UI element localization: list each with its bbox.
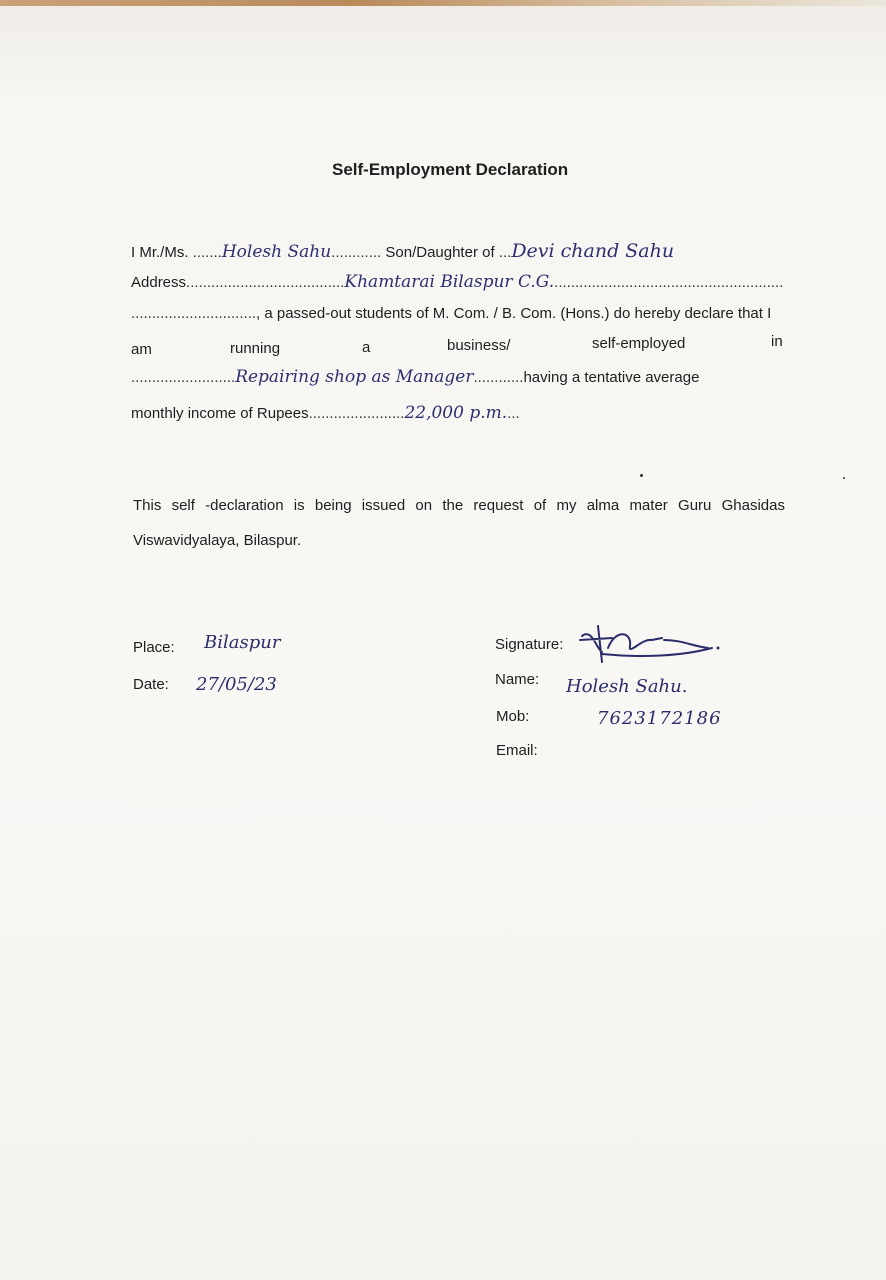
date-value: 27/05/23 <box>196 674 277 695</box>
declaration-line-3: .............................., a passed-out students of M. Com. / B. Com. (Hons.) do hereby declare that I <box>131 305 772 322</box>
place-value: Bilaspur <box>204 632 281 653</box>
date-label: Date: <box>133 676 169 693</box>
word-am: am <box>131 341 152 358</box>
page-title: Self-Employment Declaration <box>332 160 569 179</box>
declaration-line-5: .........................Repairing shop as Manager............having a tentative average <box>131 367 700 387</box>
request-paragraph: This self -declaration is being issued on the request of my alma mater Guru Ghasidas Viswavidyalaya, Bilaspur. <box>133 497 785 549</box>
signature-mark <box>572 618 722 666</box>
signature-label: Signature: <box>495 636 564 653</box>
word-running: running <box>230 340 281 357</box>
word-self-employed: self-employed <box>592 335 686 352</box>
name-handwritten: Holesh Sahu <box>221 242 332 262</box>
income-handwritten: 22,000 p.m. <box>404 403 508 423</box>
father-name-handwritten: Devi chand Sahu <box>511 240 675 262</box>
mob-value: 7623172186 <box>597 708 722 729</box>
email-label: Email: <box>496 742 538 759</box>
address-label: Address <box>131 274 187 291</box>
name-label: Name: <box>495 671 540 688</box>
place-label: Place: <box>133 639 175 656</box>
word-business: business/ <box>447 337 511 354</box>
mob-label: Mob: <box>496 708 530 725</box>
son-daughter-label: Son/Daughter of <box>385 244 495 261</box>
having-text: having a tentative average <box>523 369 700 386</box>
address-handwritten: Khamtarai Bilaspur C.G. <box>344 272 555 292</box>
word-in: in <box>771 333 783 350</box>
business-handwritten: Repairing shop as Manager <box>235 367 474 387</box>
paper-speck <box>640 474 643 477</box>
name-value: Holesh Sahu. <box>566 676 688 697</box>
declaration-line-2: Address......................................Khamtarai Bilaspur C.G........................................................ <box>131 272 784 292</box>
word-a: a <box>362 339 371 356</box>
paper-speck <box>843 477 845 479</box>
paper-edge <box>0 0 886 6</box>
income-label: monthly income of Rupees <box>131 405 309 422</box>
passed-out-text: , a passed-out students of M. Com. / B. Com. (Hons.) do hereby declare that I <box>256 305 772 322</box>
declaration-line-1: I Mr./Ms. .......Holesh Sahu............ Son/Daughter of ...Devi chand Sahu <box>131 240 675 262</box>
intro-prefix: I Mr./Ms. <box>131 244 189 261</box>
declaration-line-6: monthly income of Rupees.......................22,000 p.m.... <box>131 403 520 423</box>
